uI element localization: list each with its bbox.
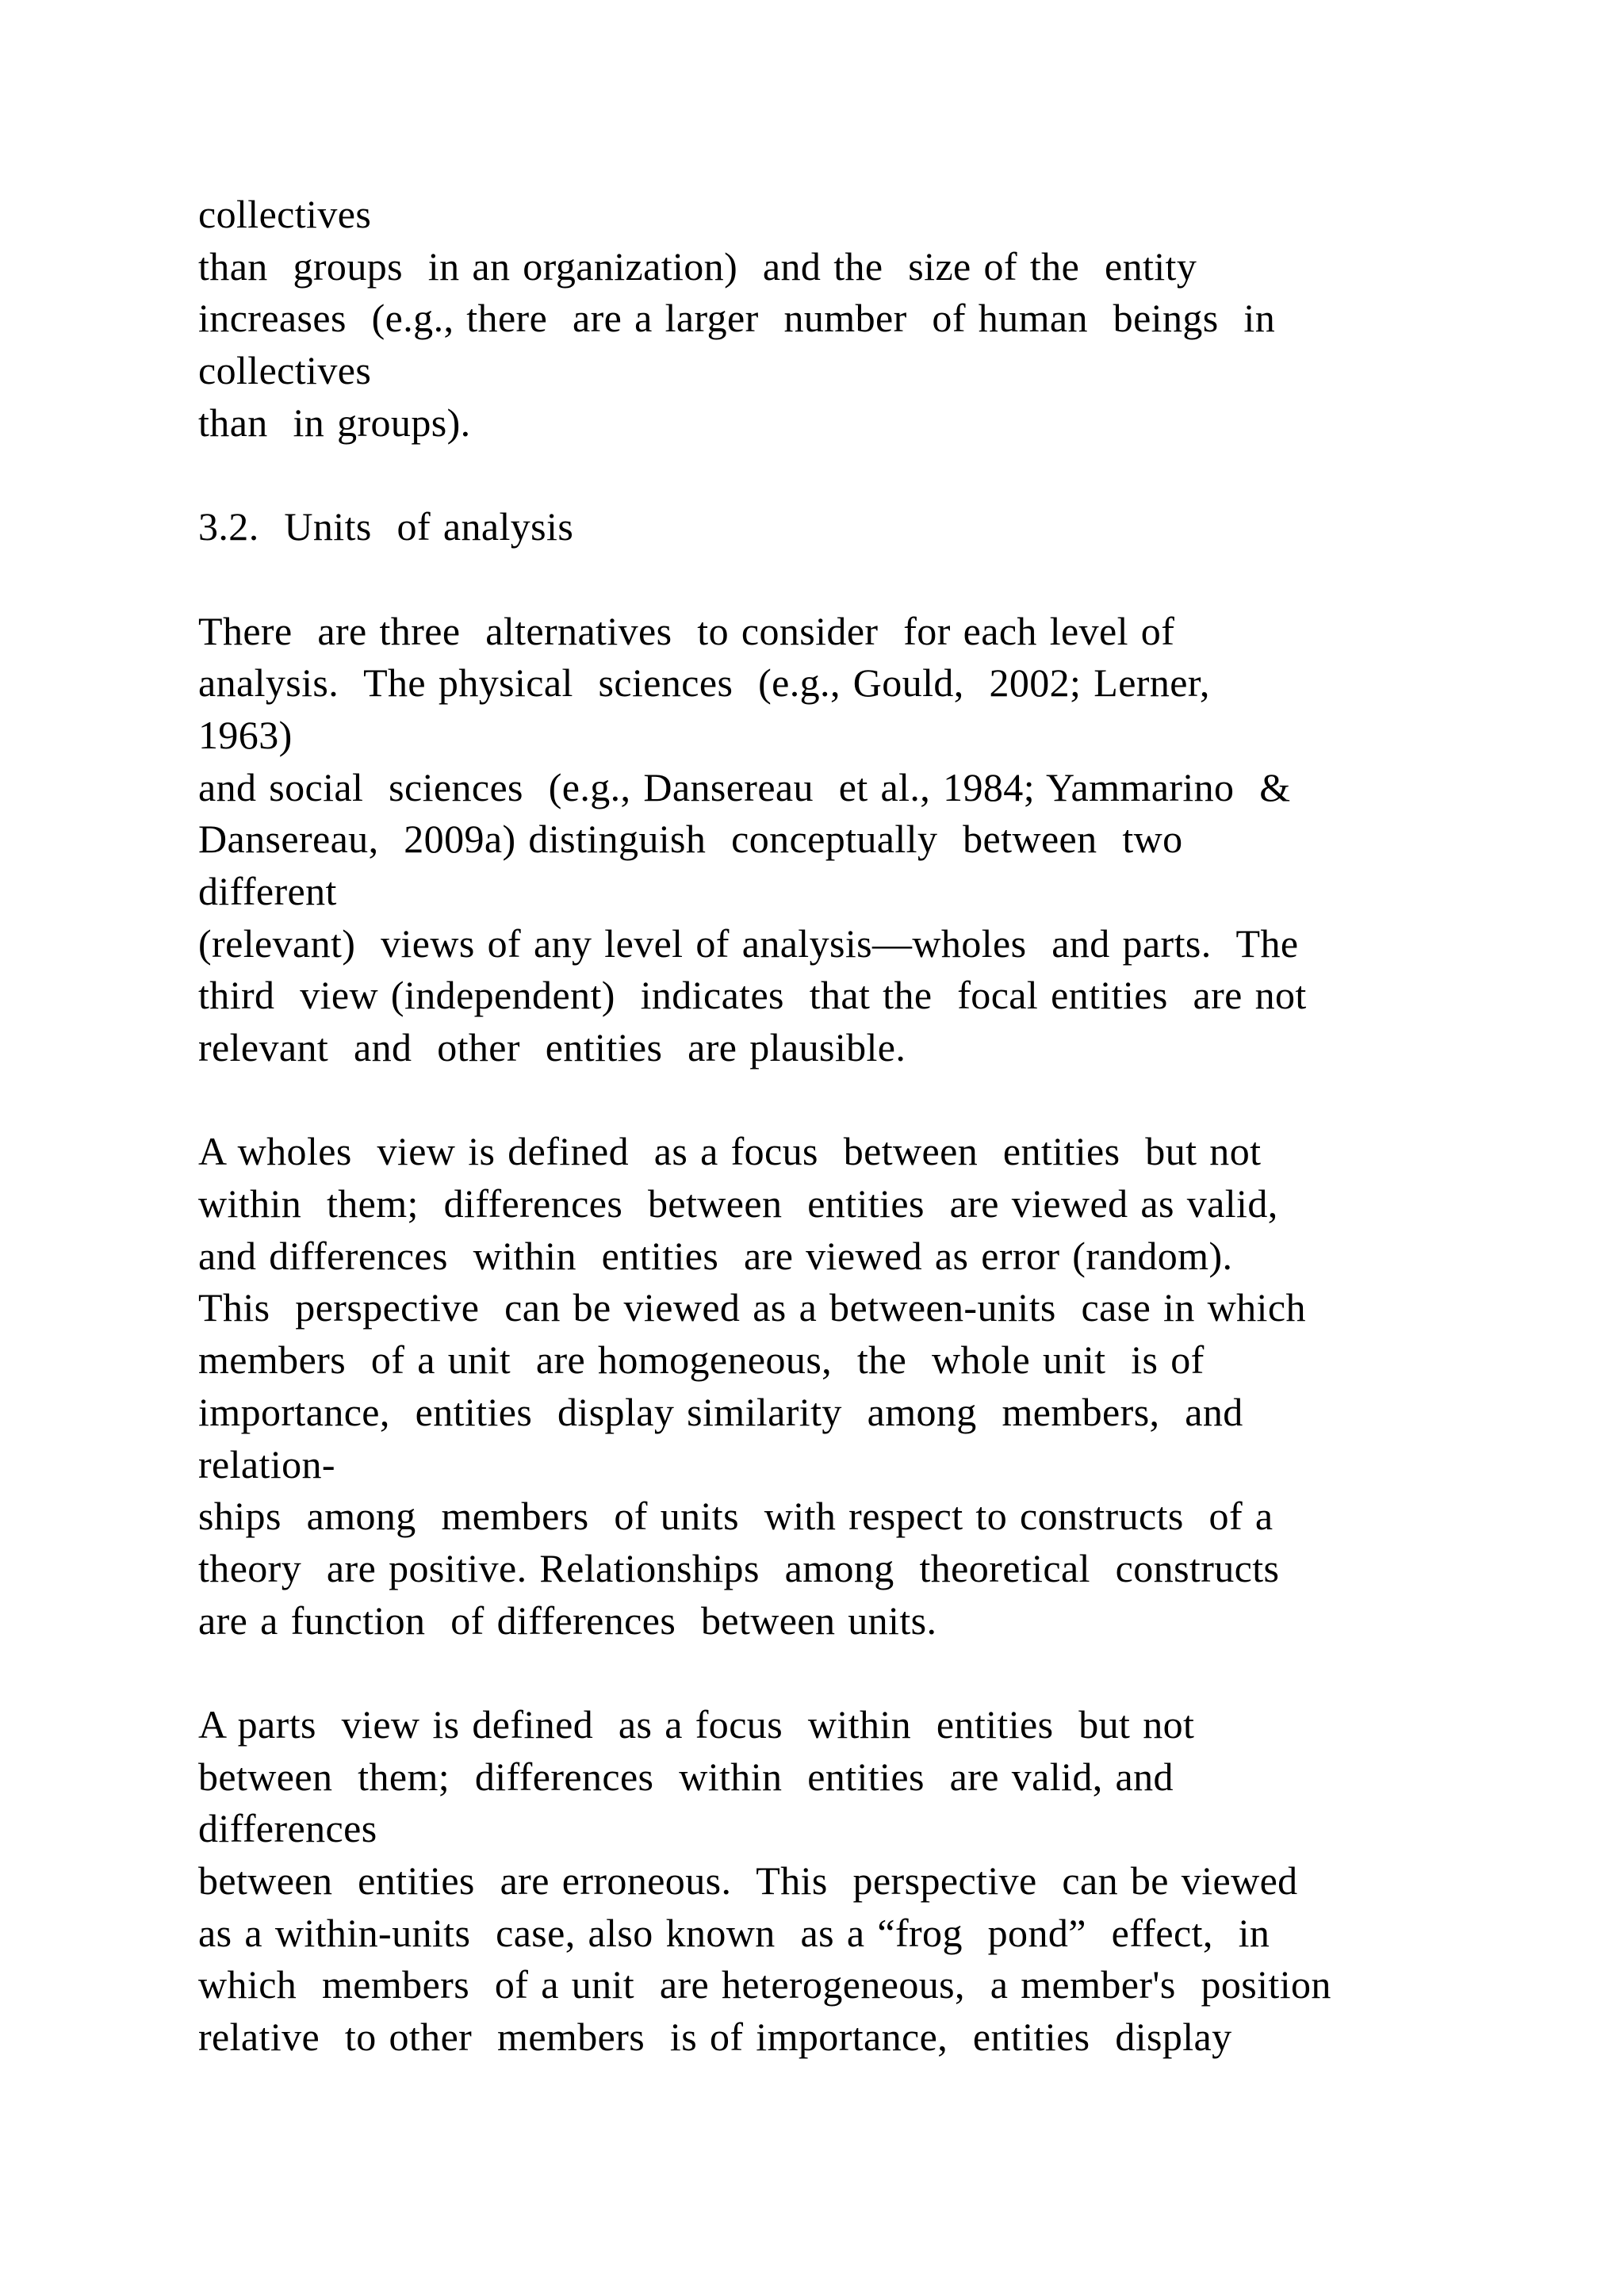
text-line: third view (independent) indicates that the focal entities are not [198, 973, 1307, 1018]
text-line: than groups in an organization) and the size of the entity [198, 243, 1197, 289]
text-line: There are three alternatives to consider for each level of [198, 608, 1175, 653]
text-line: collectives [198, 192, 372, 236]
paragraph-gap [198, 1647, 1578, 1699]
text-line: relevant and other entities are plausible. [198, 1025, 906, 1070]
text-line: ships among members of units with respect to constructs of a [198, 1494, 1274, 1539]
text-line: as a within-units case, also known as a “frog pond” effect, in [198, 1910, 1270, 1955]
text-line: different [198, 868, 337, 913]
text-line: between them; differences within entities are valid, and [198, 1754, 1174, 1799]
text-line: 1963) [198, 712, 293, 757]
text-line: and differences within entities are viewed as error (random). [198, 1233, 1233, 1278]
text-line: between entities are erroneous. This perspective can be viewed [198, 1858, 1298, 1903]
text-line: within them; differences between entities are viewed as valid, [198, 1181, 1278, 1226]
heading-line: 3.2. Units of analysis [198, 504, 574, 549]
paragraph-gap [198, 449, 1578, 501]
text-line: are a function of differences between units. [198, 1598, 937, 1643]
text-line: relation- [198, 1441, 335, 1487]
text-line: relative to other members is of importance, entities display [198, 2015, 1232, 2060]
text-line: and social sciences (e.g., Dansereau et al., 1984; Yammarino & [198, 764, 1291, 809]
paragraph-gap [198, 553, 1578, 606]
text-line: which members of a unit are heterogeneous, a member's position [198, 1962, 1331, 2007]
text-line: importance, entities display similarity among members, and [198, 1389, 1243, 1434]
text-line: analysis. The physical sciences (e.g., Gould, 2002; Lerner, [198, 660, 1210, 706]
text-line: A wholes view is defined as a focus between entities but not [198, 1129, 1262, 1174]
text-line: (relevant) views of any level of analysis—wholes and parts. The [198, 920, 1299, 966]
text-line: than in groups). [198, 400, 471, 445]
text-line: A parts view is defined as a focus within entities but not [198, 1701, 1195, 1747]
paragraph-gap [198, 1074, 1578, 1127]
text-line: increases (e.g., there are a larger number of human beings in [198, 296, 1276, 341]
paragraph-continuation [198, 189, 1578, 449]
text-line: theory are positive. Relationships among theoretical constructs [198, 1545, 1280, 1590]
paragraph-wholes-view [198, 1126, 1578, 1647]
section-heading [198, 501, 1578, 553]
document-page [198, 189, 1578, 2064]
text-line: members of a unit are homogeneous, the whole unit is of [198, 1337, 1205, 1383]
paragraph-parts-view [198, 1699, 1578, 2064]
paragraph-alternatives [198, 606, 1578, 1074]
text-line: differences [198, 1806, 377, 1851]
text-line: This perspective can be viewed as a between-units case in which [198, 1285, 1306, 1330]
text-line: collectives [198, 348, 372, 393]
text-line: Dansereau, 2009a) distinguish conceptually between two [198, 817, 1183, 862]
